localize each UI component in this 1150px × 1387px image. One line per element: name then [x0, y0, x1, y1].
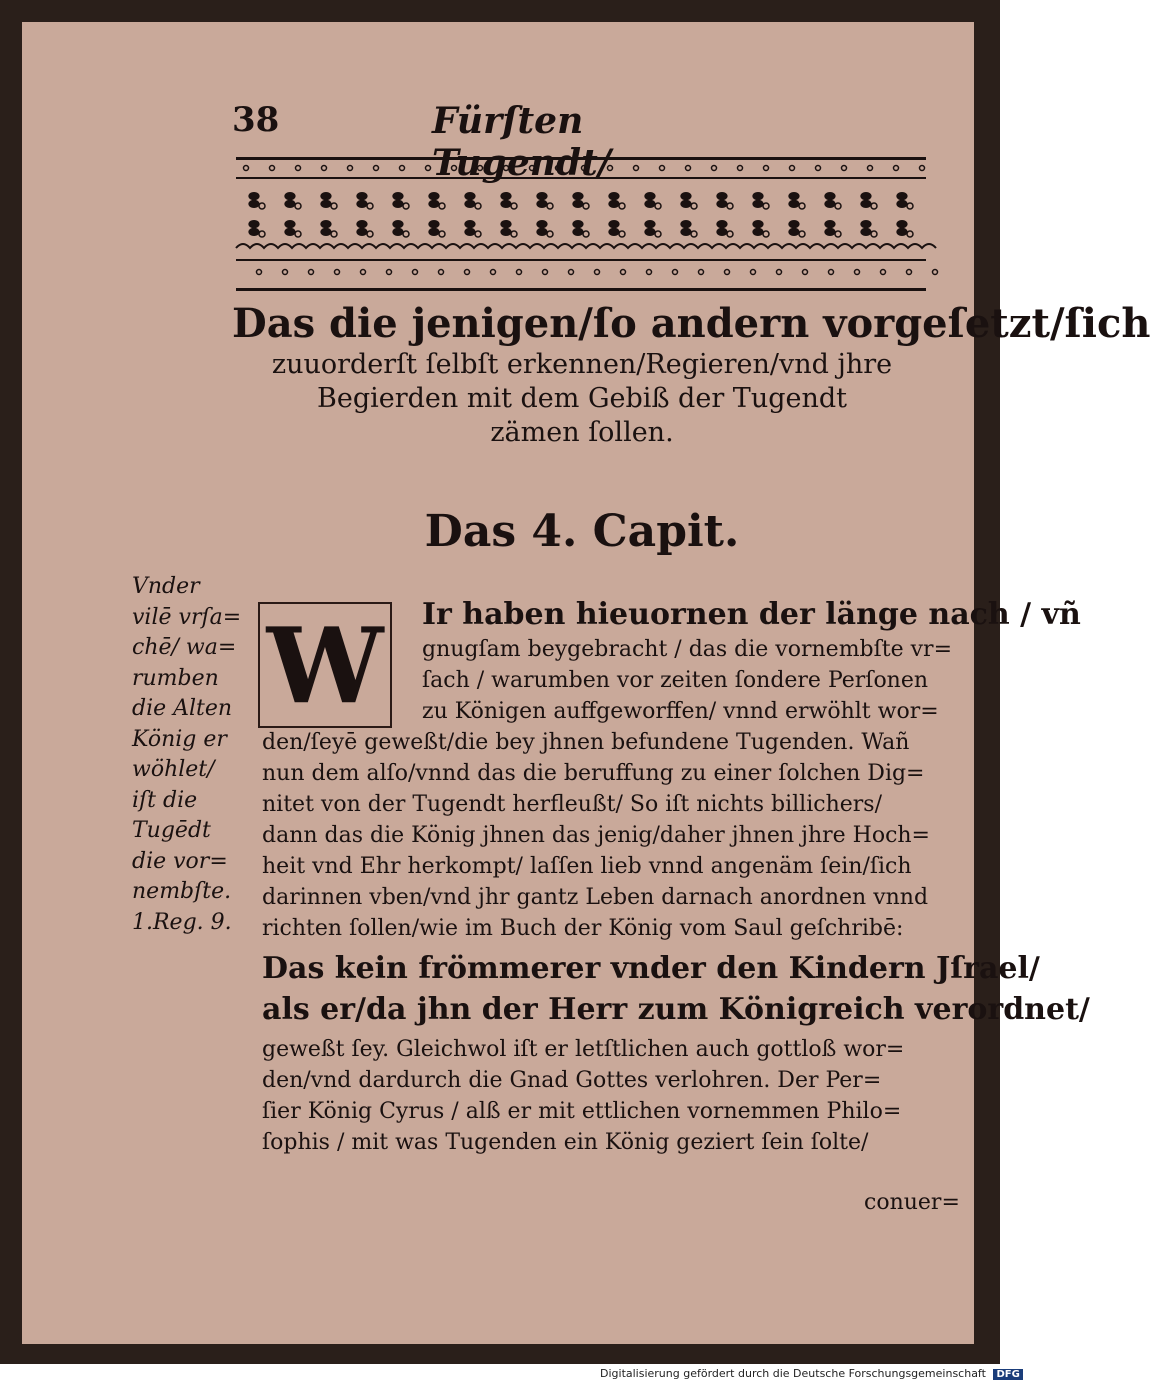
fleuron-curl — [727, 231, 733, 237]
fleuron-curl — [799, 203, 805, 209]
body-line: darinnen vben/vnd jhr gantz Leben darnach anordnen vnnd — [262, 885, 929, 910]
fleuron-curl — [691, 231, 697, 237]
fleuron-icon — [500, 220, 517, 237]
fleuron-shape — [428, 192, 439, 208]
ornament-dot — [335, 270, 340, 275]
fleuron-curl — [583, 231, 589, 237]
fleuron-icon — [644, 192, 661, 209]
ornament-dot — [322, 166, 327, 171]
marginal-note-line: chē/ wa= — [132, 635, 237, 660]
body-line: zu Königen auffgeworffen/ vnnd erwöhlt wor= — [422, 699, 939, 724]
fleuron-shape — [392, 220, 403, 236]
fleuron-icon — [572, 220, 589, 237]
fleuron-icon — [752, 192, 769, 209]
fleuron-shape — [896, 192, 907, 208]
running-title: Fürſten Tugendt/ — [432, 100, 611, 184]
fleuron-icon — [644, 220, 661, 237]
fleuron-shape — [536, 192, 547, 208]
fleuron-icon — [824, 220, 841, 237]
ornament-dot — [777, 270, 782, 275]
fleuron-shape — [644, 220, 655, 236]
fleuron-shape — [824, 220, 835, 236]
fleuron-shape — [536, 220, 547, 236]
marginal-note-line: vilē vrſa= — [132, 604, 242, 630]
fleuron-icon — [464, 220, 481, 237]
fleuron-icon — [356, 192, 373, 209]
fleuron-curl — [655, 231, 661, 237]
ornament-dot — [712, 166, 717, 171]
fleuron-icon — [716, 192, 733, 209]
body-line: ſier König Cyrus / alß er mit ettlichen vornemmen Philo= — [262, 1098, 902, 1124]
body-line: nun dem alſo/vnnd das die beruffung zu einer ſolchen Dig= — [262, 761, 925, 786]
fleuron-shape — [284, 220, 295, 236]
ornament-dot — [907, 270, 912, 275]
fleuron-shape — [248, 192, 259, 208]
fleuron-curl — [511, 231, 517, 237]
fleuron-icon — [500, 192, 517, 209]
digitization-footer — [600, 1367, 1020, 1383]
fleuron-icon — [572, 192, 589, 209]
fleuron-shape — [248, 220, 259, 236]
heading-line-3: Begierden mit dem Gebiß der Tugendt — [317, 383, 847, 414]
ornament-dot — [504, 166, 509, 171]
fleuron-icon — [860, 220, 877, 237]
ornament-dot — [478, 166, 483, 171]
fleuron-icon — [788, 192, 805, 209]
ornament-dot — [283, 270, 288, 275]
fleuron-curl — [511, 203, 517, 209]
marginal-note-line: rumben — [132, 665, 219, 691]
fleuron-shape — [716, 220, 727, 236]
fleuron-shape — [500, 220, 511, 236]
ornament-dot — [413, 270, 418, 275]
page-number: 38 — [232, 100, 280, 140]
dfg-logo: DFG — [993, 1369, 1022, 1380]
fleuron-shape — [284, 192, 295, 208]
fleuron-shape — [464, 192, 475, 208]
fleuron-shape — [572, 192, 583, 208]
fleuron-icon — [788, 220, 805, 237]
fleuron-shape — [356, 220, 367, 236]
marginal-note-line: iſt die — [132, 787, 198, 813]
heading-line-2: zuuorderſt ſelbſt erkennen/Regieren/vnd jhre — [271, 349, 893, 380]
fleuron-curl — [259, 231, 265, 237]
fleuron-curl — [871, 203, 877, 209]
body-line: heit vnd Ehr herkompt/ laſſen lieb vnnd angenäm ſein/ſich — [262, 854, 912, 879]
fleuron-curl — [439, 203, 445, 209]
fleuron-curl — [403, 231, 409, 237]
ornament-dot — [868, 166, 873, 171]
marginal-note — [132, 572, 262, 938]
ornament-dot — [803, 270, 808, 275]
ornament-dot — [764, 166, 769, 171]
fleuron-shape — [896, 220, 907, 236]
ornament-dot — [608, 166, 613, 171]
catchword: conuer= — [864, 1190, 960, 1215]
ornament-dot — [530, 166, 535, 171]
fleuron-icon — [536, 220, 553, 237]
ornament-dot — [842, 166, 847, 171]
ornament-dot — [634, 166, 639, 171]
ornament-dot — [933, 270, 938, 275]
fleuron-shape — [320, 192, 331, 208]
ornament-dot — [452, 166, 457, 171]
fleuron-curl — [259, 203, 265, 209]
ornament-dot — [751, 270, 756, 275]
fleuron-shape — [608, 192, 619, 208]
fleuron-shape — [644, 192, 655, 208]
body-line: geweßt ſey. Gleichwol iſt er letſtlichen auch gottloß wor= — [262, 1036, 905, 1062]
ornament-dot — [257, 270, 262, 275]
fleuron-icon — [284, 220, 301, 237]
fleuron-shape — [752, 192, 763, 208]
running-head — [232, 100, 752, 184]
fleuron-curl — [475, 231, 481, 237]
ornament-dot — [387, 270, 392, 275]
ornament-wave — [236, 244, 936, 248]
fleuron-shape — [716, 192, 727, 208]
marginal-note-line: Vnder — [132, 574, 200, 599]
fleuron-shape — [860, 220, 871, 236]
fleuron-shape — [464, 220, 475, 236]
body-line: ſach / warumben vor zeiten ſondere Perſonen — [422, 668, 929, 693]
fleuron-shape — [572, 220, 583, 236]
fleuron-icon — [356, 220, 373, 237]
ornament-dot — [829, 270, 834, 275]
fleuron-curl — [367, 231, 373, 237]
book-page — [22, 22, 1150, 1344]
marginal-note-line: nembſte. — [132, 879, 232, 904]
ornament-dot — [725, 270, 730, 275]
chapter-title: Das 4. Capit. — [424, 506, 740, 557]
ornament-dot — [465, 270, 470, 275]
body-line: Das kein frömmerer vnder den Kindern Jſrael/ — [262, 951, 1040, 987]
ornament-dot — [790, 166, 795, 171]
fleuron-curl — [439, 231, 445, 237]
ornament-dot — [673, 270, 678, 275]
fleuron-shape — [392, 192, 403, 208]
marginal-note-line: wöhlet/ — [132, 757, 215, 782]
fleuron-shape — [680, 220, 691, 236]
ornament-dot — [816, 166, 821, 171]
initial-letter: W — [266, 603, 384, 727]
fleuron-icon — [392, 220, 409, 237]
fleuron-shape — [500, 192, 511, 208]
body-line: gnugſam beygebracht / das die vornembſte vr= — [422, 637, 953, 662]
fleuron-shape — [428, 220, 439, 236]
fleuron-icon — [608, 220, 625, 237]
body-line: nitet von der Tugendt herfleußt/ So iſt nichts billichers/ — [262, 792, 882, 817]
marginal-note-line: 1.Reg. 9. — [132, 909, 232, 935]
ornament-dot — [296, 166, 301, 171]
fleuron-icon — [860, 192, 877, 209]
fleuron-curl — [835, 203, 841, 209]
fleuron-icon — [428, 220, 445, 237]
fleuron-icon — [608, 192, 625, 209]
body-line: Ir haben hieuornen der länge nach / vñ — [422, 597, 1081, 632]
ornament-dot — [400, 166, 405, 171]
ornament-dot — [686, 166, 691, 171]
ornament-dot — [595, 270, 600, 275]
ornament-dot — [361, 270, 366, 275]
body-line: als er/da jhn der Herr zum Königreich verordnet/ — [262, 991, 1090, 1027]
decorated-initial — [258, 602, 392, 728]
ornament-dot — [894, 166, 899, 171]
ornament-dot — [881, 270, 886, 275]
fleuron-curl — [367, 203, 373, 209]
ornament-dot — [439, 270, 444, 275]
ornament-dot — [855, 270, 860, 275]
fleuron-icon — [428, 192, 445, 209]
fleuron-shape — [356, 192, 367, 208]
marginal-note-line: Tugēdt — [132, 818, 211, 843]
chapter-heading — [232, 300, 1150, 450]
fleuron-curl — [727, 203, 733, 209]
ornament-dot — [491, 270, 496, 275]
fleuron-icon — [536, 192, 553, 209]
fleuron-curl — [295, 231, 301, 237]
fleuron-icon — [752, 220, 769, 237]
fleuron-icon — [464, 192, 481, 209]
body-line: dann das die König jhnen das jenig/daher jhnen jhre Hoch= — [262, 823, 930, 848]
fleuron-curl — [331, 203, 337, 209]
ornament-dot — [582, 166, 587, 171]
ornament-dot — [517, 270, 522, 275]
fleuron-curl — [583, 203, 589, 209]
fleuron-curl — [763, 231, 769, 237]
footer-text: Digitalisierung gefördert durch die Deutsche Forschungsgemeinschaft — [600, 1367, 986, 1380]
body-line: den/ſeyē geweßt/die bey jhnen befundene Tugenden. Wañ — [262, 730, 910, 755]
fleuron-curl — [295, 203, 301, 209]
fleuron-icon — [716, 220, 733, 237]
fleuron-icon — [680, 192, 697, 209]
ornament-dot — [699, 270, 704, 275]
fleuron-icon — [320, 192, 337, 209]
fleuron-curl — [655, 203, 661, 209]
heading-line-1: Das die jenigen/ſo andern vorgeſetzt/ſich — [232, 300, 1150, 347]
fleuron-shape — [788, 220, 799, 236]
fleuron-curl — [835, 231, 841, 237]
heading-line-4: zämen ſollen. — [490, 417, 674, 448]
marginal-note-line: die Alten — [132, 696, 233, 721]
ornament-dot — [309, 270, 314, 275]
fleuron-curl — [547, 203, 553, 209]
fleuron-icon — [896, 220, 913, 237]
ornament-dot — [569, 270, 574, 275]
ornament-dot — [647, 270, 652, 275]
ornament-dot — [543, 270, 548, 275]
fleuron-icon — [392, 192, 409, 209]
fleuron-curl — [547, 231, 553, 237]
fleuron-shape — [608, 220, 619, 236]
body-line: richten ſollen/wie im Buch der König vom Saul geſchribē: — [262, 916, 904, 941]
ornament-dot — [270, 166, 275, 171]
fleuron-shape — [824, 192, 835, 208]
fleuron-icon — [248, 220, 265, 237]
body-line: ſophis / mit was Tugenden ein König geziert ſein ſolte/ — [262, 1129, 869, 1155]
fleuron-curl — [907, 203, 913, 209]
fleuron-curl — [619, 203, 625, 209]
fleuron-shape — [320, 220, 331, 236]
fleuron-curl — [475, 203, 481, 209]
ornament-dot — [556, 166, 561, 171]
ornament-dot — [920, 166, 925, 171]
fleuron-curl — [331, 231, 337, 237]
fleuron-icon — [680, 220, 697, 237]
fleuron-icon — [320, 220, 337, 237]
ornament-dot — [738, 166, 743, 171]
marginal-note-line: König er — [132, 726, 227, 752]
ornament-dot — [374, 166, 379, 171]
fleuron-curl — [691, 203, 697, 209]
fleuron-shape — [860, 192, 871, 208]
fleuron-icon — [824, 192, 841, 209]
fleuron-curl — [907, 231, 913, 237]
fleuron-curl — [763, 203, 769, 209]
fleuron-shape — [752, 220, 763, 236]
ornament-dot — [348, 166, 353, 171]
ornament-dot — [621, 270, 626, 275]
fleuron-curl — [619, 231, 625, 237]
fleuron-curl — [799, 231, 805, 237]
body-line: den/vnd dardurch die Gnad Gottes verlohren. Der Per= — [262, 1067, 882, 1093]
fleuron-shape — [680, 192, 691, 208]
ornament-dot — [660, 166, 665, 171]
fleuron-icon — [284, 192, 301, 209]
ornament-dot — [244, 166, 249, 171]
fleuron-shape — [788, 192, 799, 208]
ornament-dot — [426, 166, 431, 171]
decorative-ornament-band — [236, 157, 926, 291]
fleuron-icon — [248, 192, 265, 209]
fleuron-curl — [403, 203, 409, 209]
marginal-note-line: die vor= — [132, 848, 228, 874]
fleuron-curl — [871, 231, 877, 237]
fleuron-icon — [896, 192, 913, 209]
